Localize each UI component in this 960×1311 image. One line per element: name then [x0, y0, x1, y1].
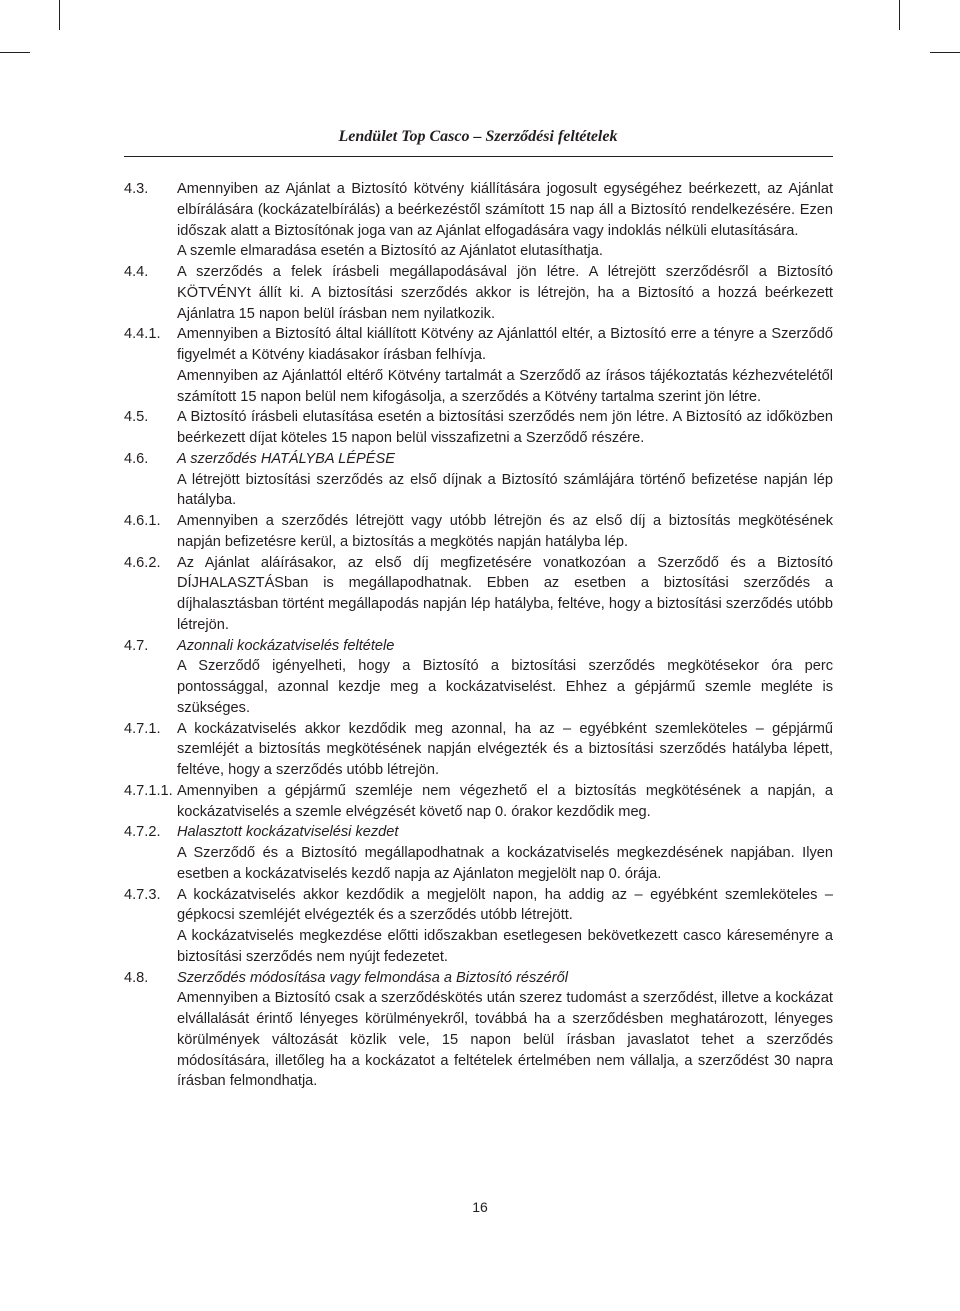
paragraph: A Szerződő igényelheti, hogy a Biztosító a biztosítási szerződés megkötésekor óra perc pontossággal, azonnal kezdje meg a kockázatviselést. Ehhez a gépjármű szemle megléte is szükséges. — [177, 658, 833, 716]
document-body — [124, 179, 833, 1092]
crop-mark — [0, 52, 30, 53]
section-number: 4.4.1. — [124, 326, 161, 343]
section-4-7-1 — [124, 719, 833, 781]
section-4-7-2 — [124, 822, 833, 884]
section-4-4-1 — [124, 324, 833, 407]
section-heading: Azonnali kockázatviselés feltétele — [177, 637, 395, 654]
paragraph: A Szerződő és a Biztosító megállapodhatnak a kockázatviselés megkezdésének napjában. Ilyen esetben a kockázatviselés kezdő napja az Ajánlaton megjelölt nap 0. órája. — [177, 845, 833, 882]
section-4-6-1 — [124, 511, 833, 553]
paragraph: A Biztosító írásbeli elutasítása esetén a biztosítási szerződés nem jön létre. A Biztosító az időközben beérkezett díjat köteles 15 napon belül visszafizetni a Szerződő részére. — [177, 409, 833, 446]
section-4-3 — [124, 179, 833, 262]
section-number: 4.7. — [124, 637, 149, 654]
paragraph: A kockázatviselés megkezdése előtti időszakban esetlegesen bekövetkezett casco káreseményre a biztosítási szerződés nem nyújt fedezetet. — [177, 928, 833, 965]
paragraph: Amennyiben a Biztosító csak a szerződéskötés után szerez tudomást a szerződést, illetve a kockázat elvállalását érintő lényeges körülményekről, továbbá ha a szerződésben meghatározott, lényeges körülmények változását közlik vele, 15 napon belül írásban javaslatot tehet a szerződés módosítására, illetőleg ha a kockázatot a feltételek értelmében nem vállalja, a szerződést 30 napra írásban felmondhatja. — [177, 990, 833, 1090]
section-4-4 — [124, 262, 833, 324]
paragraph: A létrejött biztosítási szerződés az első díjnak a Biztosító számlájára történő befizetése napján lép hatályba. — [177, 471, 833, 509]
section-number: 4.3. — [124, 181, 149, 197]
section-number: 4.6.2. — [124, 554, 161, 571]
paragraph: A szerződés a felek írásbeli megállapodásával jön létre. A létrejött szerződésről a Biztosító KÖTVÉNYt állít ki. A biztosítási szerződés akkor is létrejön, ha a Biztosító a hozzá beérkezett Ajánlatra 15 napon belül írásban nem nyilatkozik. — [177, 264, 833, 322]
page-number: 16 — [472, 1199, 488, 1215]
crop-mark — [59, 0, 60, 30]
paragraph: Amennyiben a szerződés létrejött vagy utóbb létrejön és az első díj a biztosítás megkötésének napján befizetésre kerül, a biztosítás a megkötés napján hatályba lép. — [177, 513, 833, 550]
section-number: 4.8. — [124, 969, 149, 986]
section-number: 4.7.2. — [124, 824, 161, 841]
section-4-5 — [124, 407, 833, 449]
section-number: 4.7.1. — [124, 720, 161, 737]
paragraph: Amennyiben a gépjármű szemléje nem végezhető el a biztosítás megkötésének a napján, a kockázatviselés a szemle elvégzését követő nap 0. órakor kezdődik meg. — [177, 782, 833, 820]
paragraph: A kockázatviselés akkor kezdődik a megjelölt napon, ha addig az – egyébként szemleköteles – gépkocsi szemléjét elvégezték és a szerződés utóbb létrejött. — [177, 886, 833, 924]
section-4-7-1-1 — [124, 781, 833, 823]
section-4-7 — [124, 636, 833, 719]
section-heading: A szerződés HATÁLYBA LÉPÉSE — [177, 450, 395, 467]
section-number: 4.5. — [124, 409, 149, 426]
paragraph: Amennyiben a Biztosító által kiállított Kötvény az Ajánlattól eltér, a Biztosító erre a tényre a Szerződő figyelmét a Kötvény kiadásakor írásban felhívja. — [177, 326, 833, 363]
paragraph: Az Ajánlat aláírásakor, az első díj megfizetésére vonatkozóan a Szerződő és a Biztosító DÍJHALASZTÁSban is megállapodhatnak. Ebben az esetben a biztosítási szerződés a díjhalasztásban történt megállapodás napján lép hatályba, feltéve, hogy a biztosítási szerződés utóbb létrejön. — [177, 554, 833, 633]
paragraph: Amennyiben az Ajánlat a Biztosító kötvény kiállítására jogosult egységéhez beérkezett, az Ajánlat elbírálására (kockázatelbírálás) a beérkezéstől számított 15 nap áll a Biztosító rendelkezésére. Ezen időszak alatt a Biztosítónak joga van az Ajánlat elfogadására vagy indoklás nélküli elutasítására. — [177, 181, 833, 239]
section-number: 4.7.3. — [124, 886, 161, 903]
paragraph: Amennyiben az Ajánlattól eltérő Kötvény tartalmát a Szerződő az írásos tájékoztatás kézhezvételétől számított 15 napon belül nem kifogásolja, a szerződés a Kötvény tartalma szerint jön létre. — [177, 367, 833, 405]
section-number: 4.4. — [124, 264, 149, 280]
section-4-8 — [124, 968, 833, 1093]
section-4-6 — [124, 449, 833, 511]
paragraph: A szemle elmaradása esetén a Biztosító az Ajánlatot elutasíthatja. — [177, 243, 603, 260]
section-number: 4.6. — [124, 450, 149, 467]
section-4-6-2 — [124, 553, 833, 636]
section-number: 4.6.1. — [124, 513, 161, 529]
running-header: Lendület Top Casco – Szerződési feltételek — [338, 128, 618, 145]
header-rule — [124, 156, 833, 157]
section-heading: Szerződés módosítása vagy felmondása a Biztosító részéről — [177, 969, 568, 986]
section-heading: Halasztott kockázatviselési kezdet — [177, 824, 399, 841]
section-number: 4.7.1.1. — [124, 782, 173, 799]
crop-mark — [930, 52, 960, 53]
crop-mark — [899, 0, 900, 30]
section-4-7-3 — [124, 885, 833, 968]
paragraph: A kockázatviselés akkor kezdődik meg azonnal, ha az – egyébként szemleköteles – gépjármű szemléjét a biztosítás megkötésének napján elvégezték és a biztosítási szerződés hatályba lépett, feltéve, hogy a szerződés utóbb létrejön. — [177, 720, 833, 778]
